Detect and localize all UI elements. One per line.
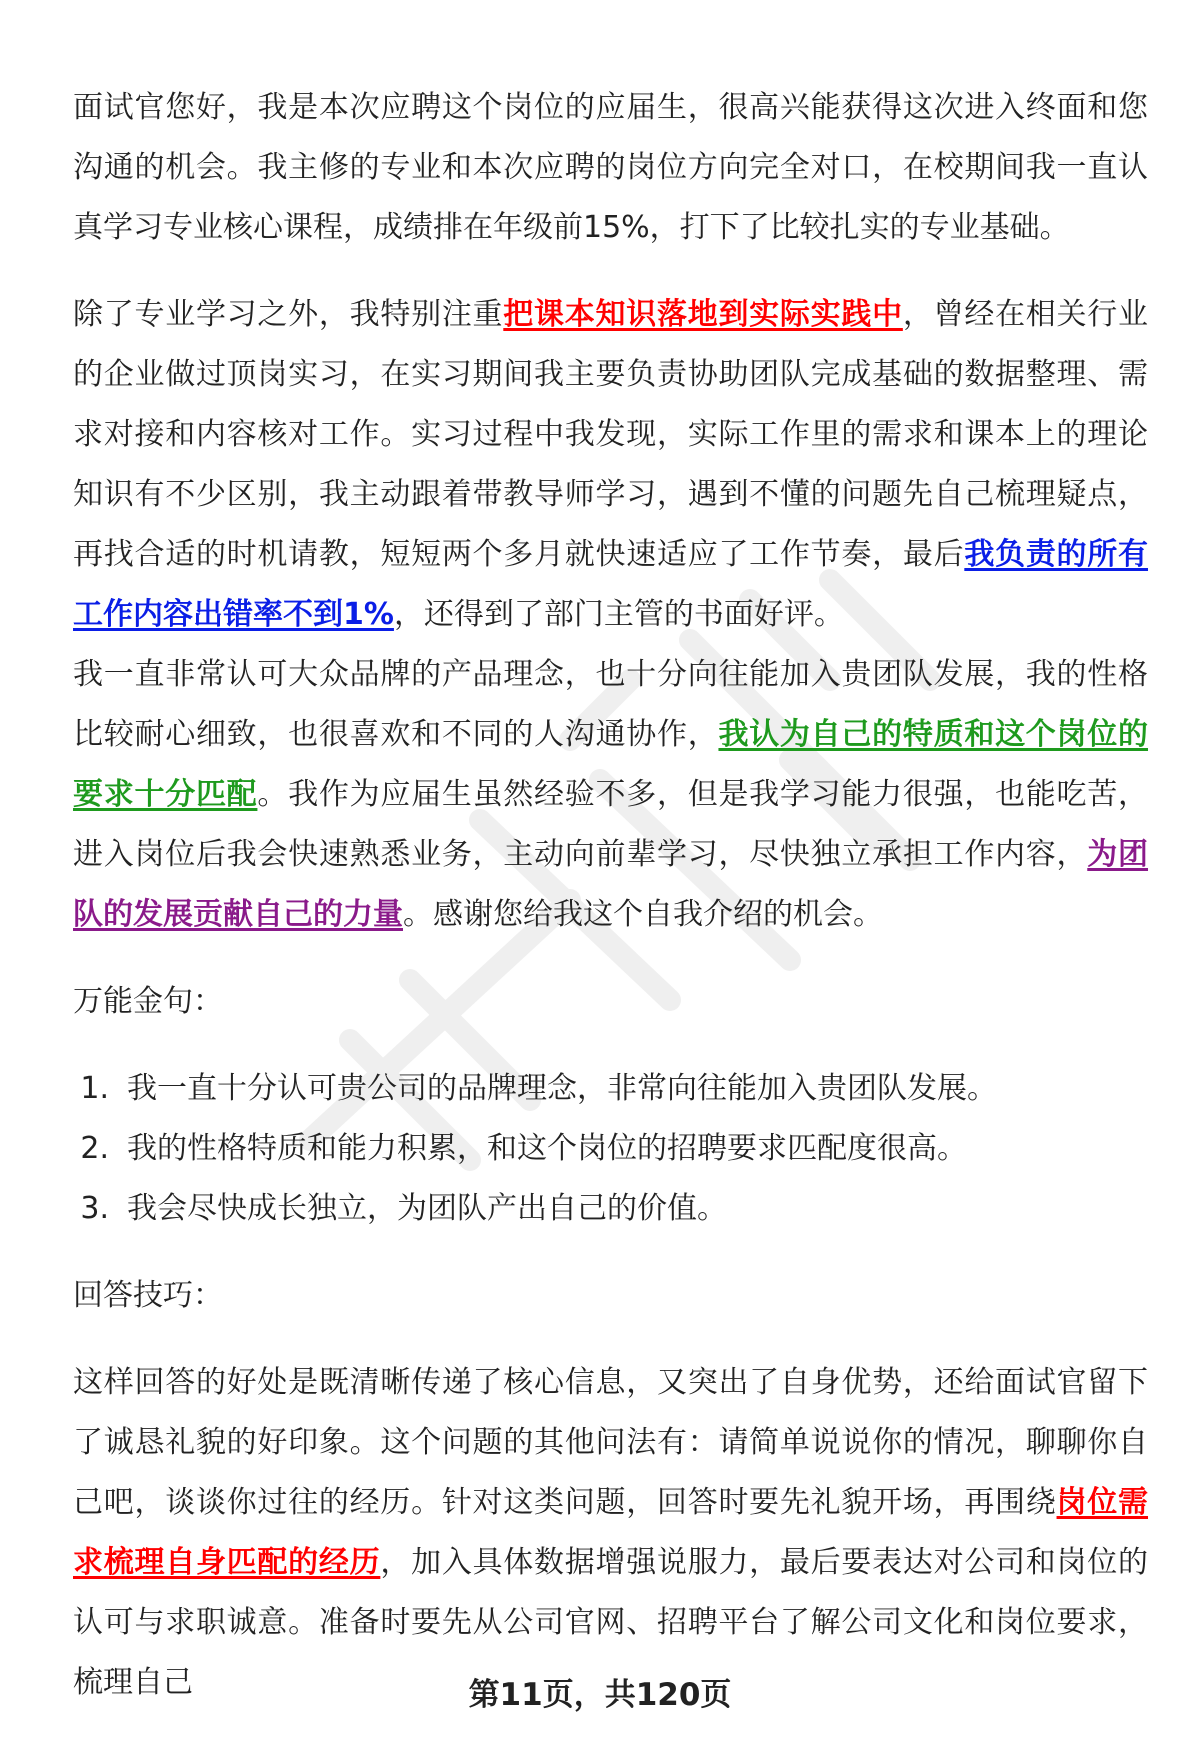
list-item-text: 我会尽快成长独立，为团队产出自己的价值。 xyxy=(127,1191,727,1226)
tips-paragraph xyxy=(73,1353,1148,1713)
golden-sentences-heading: 万能金句： xyxy=(73,984,223,1019)
internship-text-mid: ，曾经在相关行业的企业做过顶岗实习，在实习期间我主要负责协助团队完成基础的数据整理、需求对接和内容核对工作。实习过程中我发现，实际工作里的需求和课本上的理论知识有不少区别，我主动跟着带教导师学习，遇到不懂的问题先自己梳理疑点，再找合适的时机请教，短短两个多月就快速适应了工作节奏，最后 xyxy=(73,297,1149,572)
page-number-footer: 第11页，共120页 xyxy=(468,1677,732,1713)
intro-paragraph: 面试官您好，我是本次应聘这个岗位的应届生，很高兴能获得这次进入终面和您沟通的机会。我主修的专业和本次应聘的岗位方向完全对口，在校期间我一直认真学习专业核心课程，成绩排在年级前15%，打下了比较扎实的专业基础。 xyxy=(73,90,1148,245)
tips-text-pre: 这样回答的好处是既清晰传递了核心信息，又突出了自身优势，还给面试官留下了诚恳礼貌的好印象。这个问题的其他问法有：请简单说说你的情况，聊聊你自己吧，谈谈你过往的经历。针对这类问题，回答时要先礼貌开场，再围绕 xyxy=(73,1365,1148,1520)
golden-sentences-list xyxy=(73,1059,1148,1239)
list-item xyxy=(73,1059,1148,1119)
tips-text-post: ，加入具体数据增强说服力，最后要表达对公司和岗位的认可与求职诚意。准备时要先从公司官网、招聘平台了解公司文化和岗位要求，梳理自己 xyxy=(73,1545,1149,1700)
list-item-number: 3. xyxy=(80,1191,109,1226)
motivation-text-post: 。感谢您给我这个自我介绍的机会。 xyxy=(403,897,883,932)
motivation-text-mid: 。我作为应届生虽然经验不多，但是我学习能力很强，也能吃苦，进入岗位后我会快速熟悉业务，主动向前辈学习，尽快独立承担工作内容， xyxy=(73,777,1149,872)
internship-text-pre: 除了专业学习之外，我特别注重 xyxy=(73,297,504,332)
list-item-text: 我的性格特质和能力积累，和这个岗位的招聘要求匹配度很高。 xyxy=(127,1131,967,1166)
highlight-error-rate: 我负责的所有工作内容出错率不到1% xyxy=(73,537,1149,632)
highlight-practice: 把课本知识落地到实际实践中 xyxy=(503,297,903,332)
internship-text-post: ，还得到了部门主管的书面好评。 xyxy=(393,597,844,632)
list-item-number: 2. xyxy=(80,1131,109,1166)
tips-heading: 回答技巧： xyxy=(73,1278,223,1313)
highlight-contribute: 为团队的发展贡献自己的力量 xyxy=(73,837,1149,932)
motivation-text-pre: 我一直非常认可大众品牌的产品理念，也十分向往能加入贵团队发展，我的性格比较耐心细致，也很喜欢和不同的人沟通协作， xyxy=(73,657,1148,752)
list-item-number: 1. xyxy=(80,1071,109,1106)
internship-paragraph xyxy=(73,285,1148,645)
highlight-match: 我认为自己的特质和这个岗位的要求十分匹配 xyxy=(73,717,1149,812)
document-page xyxy=(73,78,1148,1713)
list-item xyxy=(73,1179,1148,1239)
list-item-text: 我一直十分认可贵公司的品牌理念，非常向往能加入贵团队发展。 xyxy=(127,1071,997,1106)
highlight-experience: 岗位需求梳理自身匹配的经历 xyxy=(73,1485,1149,1580)
list-item xyxy=(73,1119,1148,1179)
motivation-paragraph xyxy=(73,645,1148,945)
